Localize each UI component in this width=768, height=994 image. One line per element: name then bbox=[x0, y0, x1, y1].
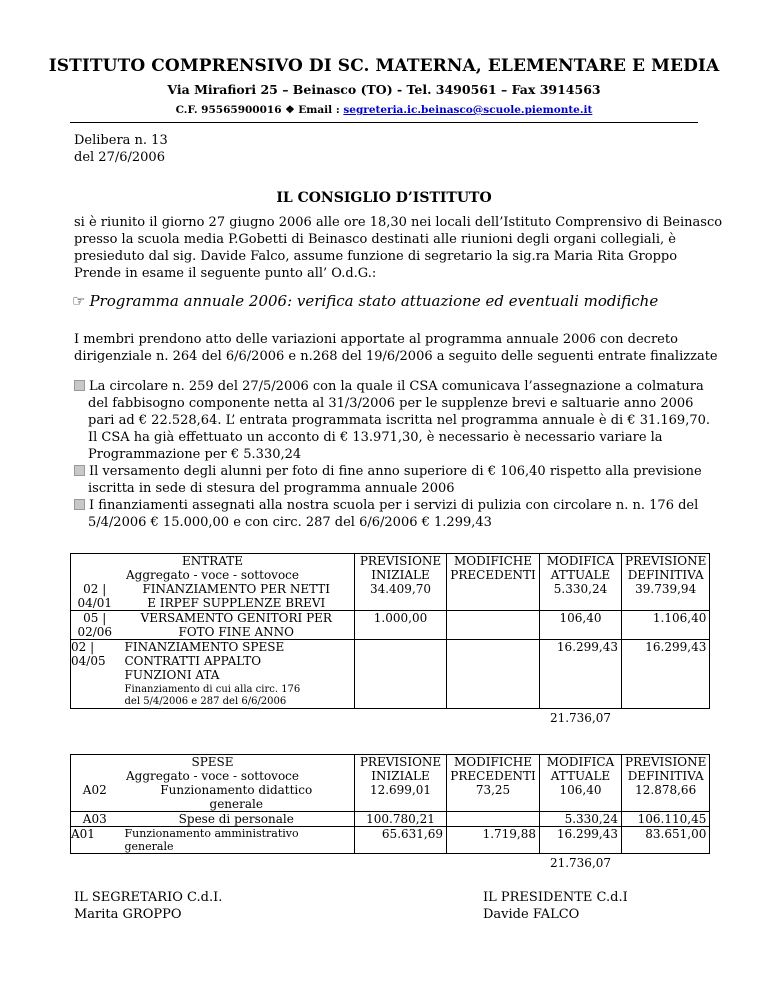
intro-line: presso la scuola media P.Gobetti di Beinasco destinati alle riunioni degli organi collegiali, è bbox=[74, 232, 676, 247]
secretary-name: Marita GROPPO bbox=[74, 907, 182, 922]
table-row: A02 Funzionamento didattico generale 12.699,01 73,25 106,40 12.878,66 bbox=[71, 783, 710, 812]
spese-header-row: SPESE Aggregato - voce - sottovoce PREVISIONE INIZIALE MODIFICHE PRECEDENTI MODIFICA ATTUALE PREVISIONE DEFINITIVA bbox=[71, 755, 710, 784]
entrate-header-row bbox=[71, 554, 710, 583]
members-paragraph bbox=[74, 331, 718, 365]
agenda-text: Programma annuale 2006: verifica stato attuazione ed eventuali modifiche bbox=[89, 292, 659, 310]
table-row: 02 | 04/05 FINANZIAMENTO SPESE CONTRATTI APPALTO FUNZIONI ATA Finanziamento di cui alla circ. 176 del 5/4/2006 e 287 del 6/6/2006 16.299,43 16.299,43 bbox=[71, 640, 710, 709]
bullet-line: Il CSA ha già effettuato un acconto di € 13.971,30, è necessario è necessario variare la bbox=[88, 430, 663, 445]
total-row bbox=[71, 854, 710, 871]
pointing-hand-icon: ☞ bbox=[72, 292, 86, 310]
table-row: 05 | 02/06 VERSAMENTO GENITORI PER FOTO FINE ANNO 1.000,00 106,40 1.106,40 bbox=[71, 611, 710, 640]
delibera-number: Delibera n. 13 bbox=[74, 133, 168, 148]
table-row: 02 | 04/01 FINANZIAMENTO PER NETTI E IRPEF SUPPLENZE BREVI 34.409,70 5.330,24 39.739,94 bbox=[71, 582, 710, 611]
square-bullet-icon bbox=[74, 499, 85, 510]
intro-line: si è riunito il giorno 27 giugno 2006 alle ore 18,30 nei locali dell’Istituto Comprensivo di Beinasco bbox=[74, 215, 723, 230]
bullet-line: 5/4/2006 € 15.000,00 e con circ. 287 del 6/6/2006 € 1.299,43 bbox=[88, 515, 492, 530]
intro-line: Prende in esame il seguente punto all’ O.d.G.: bbox=[74, 266, 377, 281]
col-modifiche-precedenti: MODIFICHE PRECEDENTI bbox=[447, 554, 540, 583]
fiscal-code: C.F. 95565900016 bbox=[175, 104, 282, 116]
spese-table bbox=[70, 754, 710, 870]
col-prev-definitiva: PREVISIONE DEFINITIVA bbox=[622, 554, 710, 583]
delibera-date: del 27/6/2006 bbox=[74, 150, 165, 165]
square-bullet-icon bbox=[74, 380, 85, 391]
bullet-line: pari ad € 22.528,64. L’ entrata programmata iscritta nel programma annuale è di € 31.169,70. bbox=[88, 413, 711, 428]
school-contact bbox=[0, 104, 768, 116]
email-label: Email : bbox=[298, 104, 340, 116]
bullet-line: del fabbisogno componente netta al 31/3/2006 per le supplenze brevi e saltuarie anno 2006 bbox=[88, 396, 694, 411]
members-line: dirigenziale n. 264 del 6/6/2006 e n.268 del 19/6/2006 a seguito delle seguenti entrate finalizzate bbox=[74, 349, 718, 364]
council-heading: IL CONSIGLIO D’ISTITUTO bbox=[276, 190, 492, 206]
table-row: A03 Spese di personale 100.780,21 5.330,24 106.110,45 bbox=[71, 812, 710, 827]
col-prev-iniziale: PREVISIONE INIZIALE bbox=[355, 554, 447, 583]
secretary-title: IL SEGRETARIO C.d.I. bbox=[74, 890, 223, 905]
intro-line: presieduto dal sig. Davide Falco, assume funzione di segretario la sig.ra Maria Rita Groppo bbox=[74, 249, 678, 264]
bullet-list bbox=[74, 378, 710, 531]
diamond-separator-icon: ❖ bbox=[285, 104, 295, 116]
school-name: ISTITUTO COMPRENSIVO DI SC. MATERNA, ELEMENTARE E MEDIA bbox=[48, 56, 720, 76]
square-bullet-icon bbox=[74, 465, 85, 476]
bullet-line: iscritta in sede di stesura del programma annuale 2006 bbox=[88, 481, 455, 496]
table-row: A01 Funzionamento amministrativo generale 65.631,69 1.719,88 16.299,43 83.651,00 bbox=[71, 827, 710, 854]
total-row bbox=[71, 709, 710, 726]
entrate-total: 21.736,07 bbox=[549, 711, 612, 725]
president-title: IL PRESIDENTE C.d.I bbox=[483, 890, 628, 905]
spese-title-cell: SPESE Aggregato - voce - sottovoce bbox=[71, 755, 355, 784]
bullet-item: Il versamento degli alunni per foto di fine anno superiore di € 106,40 rispetto alla previsione bbox=[74, 463, 710, 480]
bullet-item: La circolare n. 259 del 27/5/2006 con la quale il CSA comunicava l’assegnazione a colmatura bbox=[74, 378, 710, 395]
bullet-item: I finanziamenti assegnati alla nostra scuola per i servizi di pulizia con circolare n. n. 176 del bbox=[74, 497, 710, 514]
school-address: Via Mirafiori 25 – Beinasco (TO) - Tel. 3490561 – Fax 3914563 bbox=[167, 82, 601, 97]
header-divider bbox=[70, 122, 698, 123]
col-modifica-attuale: MODIFICA ATTUALE bbox=[540, 554, 622, 583]
intro-paragraph bbox=[74, 214, 723, 282]
entrate-title-cell: ENTRATE Aggregato - voce - sottovoce bbox=[71, 554, 355, 583]
entrate-table bbox=[70, 553, 710, 725]
agenda-item bbox=[72, 292, 658, 310]
members-line: I membri prendono atto delle variazioni apportate al programma annuale 2006 con decreto bbox=[74, 332, 678, 347]
spese-total: 21.736,07 bbox=[549, 856, 612, 870]
email-link[interactable]: segreteria.ic.beinasco@scuole.piemonte.it bbox=[343, 104, 593, 116]
president-name: Davide FALCO bbox=[483, 907, 580, 922]
bullet-line: Programmazione per € 5.330,24 bbox=[88, 447, 302, 462]
